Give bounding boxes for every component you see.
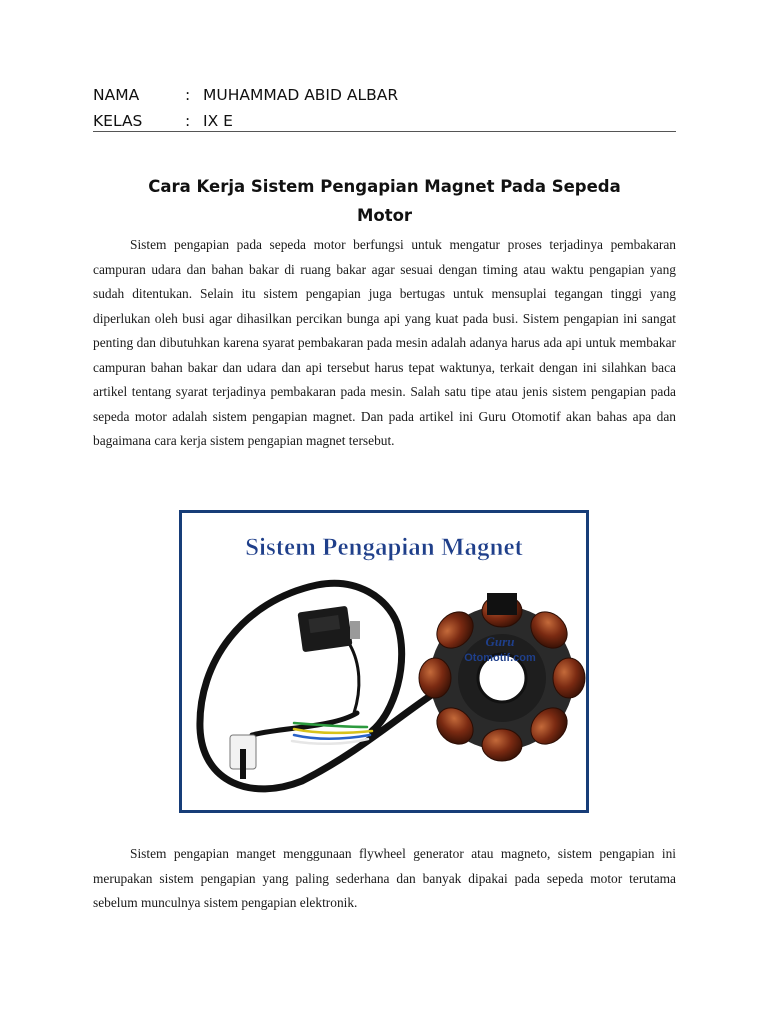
watermark-line-2: Otomotif.com [464,652,536,664]
stator-figure [179,510,589,813]
class-colon: : [185,112,191,130]
header-divider [93,131,676,132]
watermark-line-1: Guru [485,634,515,649]
name-colon: : [185,86,191,104]
document-title [93,172,676,230]
name-value: MUHAMMAD ABID ALBAR [203,86,399,104]
title-line-1: Cara Kerja Sistem Pengapian Magnet Pada Sepeda [148,177,621,196]
paragraph-magneto: Sistem pengapian manget menggunaan flywheel generator atau magneto, sistem pengapian ini merupakan sistem pengapian yang paling sederhana dan banyak dipakai pada sepeda motor terutama sebelum munculnya sistem pengapian elektronik. [93,846,676,910]
class-label: KELAS [93,112,143,130]
figure-banner: Sistem Pengapian Magnet [245,534,523,561]
stator-illustration [182,513,586,810]
stator-assembly [419,593,585,761]
title-line-2: Motor [356,206,413,225]
class-value: IX E [203,112,233,130]
paragraph-intro: Sistem pengapian pada sepeda motor berfungsi untuk mengatur proses terjadinya pembakaran campuran udara dan bahan bakar di ruang bakar agar sesuai dengan timing atau waktu pengapian yang sudah ditentukan. Selain itu sistem pengapian juga bertugas untuk mensuplai tegangan tinggi yang diperlukan oleh busi agar dihasilkan percikan bunga api yang kuat pada busi. Sistem pengapian ini sangat penting dan dibutuhkan karena syarat pembakaran pada mesin adalah adanya harus ada api untuk membakar campuran bahan bakar dan udara dan api tersebut harus tepat waktunya, terkait dengan ini silahkan baca artikel tentang syarat terjadinya pembakaran pada mesin. Salah satu tipe atau jenis sistem pengapian pada sepeda motor adalah sistem pengapian magnet. Dan pada artikel ini Guru Otomotif akan bahas apa dan bagaimana cara kerja sistem pengapian magnet tersebut. [93,237,676,448]
name-label: NAMA [93,86,140,104]
